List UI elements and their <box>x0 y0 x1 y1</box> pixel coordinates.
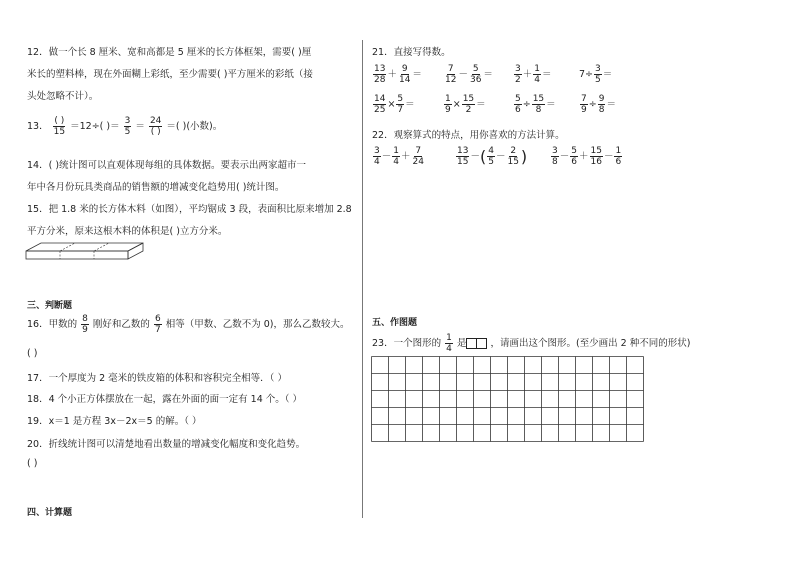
fraction: $\frac{3}{8}$ <box>552 146 558 167</box>
denominator: 7 <box>397 105 404 115</box>
block-top-face <box>26 243 143 251</box>
calc8-a <box>580 94 588 115</box>
q13-fraction-2 <box>124 116 132 137</box>
q23-post: ，请画出这个图形。(至少画出 2 种不同的形状) <box>490 338 691 349</box>
calc-item-3 <box>513 64 552 85</box>
denominator: 36 <box>469 75 482 85</box>
denominator: 25 <box>374 105 386 115</box>
q13-f1-denominator: 15 <box>53 127 66 137</box>
denominator: 14 <box>398 75 411 85</box>
equals: ＝ <box>541 69 552 80</box>
numerator: 9 <box>598 94 605 104</box>
q13-tail: ＝( )(小数)。 <box>166 121 223 132</box>
calc5-b <box>396 94 404 115</box>
wood-block-figure <box>25 239 145 261</box>
denominator: 6 <box>515 105 521 115</box>
q13-mid-1: ＝12÷( )＝ <box>70 121 120 132</box>
numerator: 7 <box>447 64 454 74</box>
q13-f3-denominator: ( ) <box>150 127 161 137</box>
fraction: $\frac{5}{6}$ <box>571 146 577 167</box>
q23-fraction <box>445 333 453 354</box>
calc-item-7 <box>513 94 556 115</box>
question-22-title: 22．观察算式的特点，用你喜欢的方法计算。 <box>372 130 565 141</box>
equals: ＝ <box>606 99 616 110</box>
q16-f2-denominator: 7 <box>154 325 161 335</box>
q16-fraction-2 <box>154 314 162 335</box>
question-16-answer[interactable]: ( ) <box>27 348 38 359</box>
numerator: 1 <box>534 64 540 74</box>
section-4-title: 四、计算题 <box>27 508 73 518</box>
fraction: $\frac{3}{4}$ <box>374 146 380 167</box>
q13-f3-numerator: 24 <box>149 116 162 126</box>
question-20: 20．折线统计图可以清楚地看出数量的增减变化幅度和变化趋势。 <box>27 439 306 450</box>
q16-fraction-1 <box>81 314 89 335</box>
denominator: 2 <box>465 105 472 115</box>
q22-expression-2: $\frac{13}{15}$ －( $\frac{4}{5}$ － $\frac{2}{15}$ ) <box>457 146 528 167</box>
operator: ＋ <box>387 69 397 80</box>
denominator: 5 <box>595 75 601 85</box>
calc5-a <box>373 94 386 115</box>
calc2-a <box>444 64 457 85</box>
question-14-line-2: 年中各月份玩具类商品的销售额的增减变化趋势用( )统计图。 <box>27 182 285 193</box>
q16-mid: 刚好和乙数的 <box>92 319 150 330</box>
question-12-line-2: 米长的塑料棒，现在外面糊上彩纸，至少需要( )平方厘米的彩纸（接 <box>27 69 313 80</box>
equals: ＝ <box>476 99 486 110</box>
small-square-2 <box>476 338 487 349</box>
denominator: 12 <box>445 75 457 85</box>
question-21-title: 21．直接写得数。 <box>372 47 451 58</box>
equals: ＝ <box>412 69 422 80</box>
question-23 <box>372 333 690 354</box>
denominator: 4 <box>534 75 540 85</box>
question-16 <box>27 314 349 335</box>
numerator: 15 <box>462 94 475 104</box>
q16-pre: 16．甲数的 <box>27 319 78 330</box>
q13-prefix: 13． <box>27 121 49 132</box>
calc-item-2 <box>443 64 493 85</box>
equals: ＝ <box>483 69 493 80</box>
question-12-line-1: 12．做一个长 8 厘米、宽和高都是 5 厘米的长方体框架，需要( )厘 <box>27 47 312 58</box>
question-20-answer[interactable]: ( ) <box>27 458 38 469</box>
q16-f1-numerator: 8 <box>82 314 88 324</box>
fraction: $\frac{1}{4}$ <box>393 146 399 167</box>
fraction: $\frac{1}{6}$ <box>615 146 622 167</box>
numerator: 3 <box>595 64 601 74</box>
operator: ÷ <box>588 99 597 110</box>
q13-fraction-1 <box>53 116 66 137</box>
calc-item-8 <box>579 94 616 115</box>
equals: ＝ <box>405 99 415 110</box>
section-3-title: 三、判断题 <box>27 301 73 311</box>
calc1-b <box>398 64 411 85</box>
operator: － <box>458 69 468 80</box>
question-13 <box>27 116 222 137</box>
q16-f1-denominator: 9 <box>82 325 88 335</box>
calc7-b <box>532 94 545 115</box>
numerator: 7 <box>581 94 587 104</box>
calc-item-5 <box>372 94 415 115</box>
denominator: 4 <box>446 344 452 354</box>
calc6-b <box>462 94 475 115</box>
question-14-line-1: 14．( )统计图可以直观体现每组的具体数据。要表示出两家超市一 <box>27 160 307 171</box>
question-12-line-3: 头处忽略不计）。 <box>27 91 99 102</box>
block-side-face <box>128 243 143 259</box>
q16-post: 相等（甲数、乙数不为 0)，那么乙数较大。 <box>165 319 350 330</box>
q13-fraction-3 <box>149 116 162 137</box>
q16-f2-numerator: 6 <box>154 314 161 324</box>
drawing-grid[interactable] <box>371 356 648 442</box>
q23-mid: 是 <box>456 338 467 349</box>
numerator: 5 <box>397 94 404 104</box>
question-19: 19．x＝1 是方程 3x－2x＝5 的解。（ ） <box>27 416 202 427</box>
numerator: 3 <box>515 64 521 74</box>
denominator: 9 <box>445 105 451 115</box>
q13-mid-2: ＝ <box>135 121 145 132</box>
section-5-title: 五、作图题 <box>372 318 418 328</box>
numerator: 1 <box>445 94 451 104</box>
calc7-a <box>514 94 522 115</box>
calc-item-4 <box>579 64 612 85</box>
cut-line-2 <box>94 243 109 251</box>
q13-f2-numerator: 3 <box>124 116 131 126</box>
denominator: 8 <box>598 105 605 115</box>
calc2-b <box>469 64 482 85</box>
denominator: 28 <box>374 75 386 85</box>
equals: ＝ <box>602 69 613 80</box>
numerator: 15 <box>532 94 545 104</box>
fraction: $\frac{4}{5}$ <box>488 146 494 167</box>
question-17: 17．一个厚度为 2 毫米的铁皮箱的体积和容积完全相等．（ ） <box>27 373 287 384</box>
operator: × <box>387 99 396 110</box>
calc6-a <box>444 94 452 115</box>
numerator: 5 <box>472 64 479 74</box>
calc3-a <box>514 64 522 85</box>
equals: ＝ <box>546 99 556 110</box>
operator: ÷ <box>585 69 594 80</box>
q13-f1-numerator: ( ) <box>54 116 65 126</box>
numerator: 5 <box>515 94 521 104</box>
numerator: 14 <box>374 94 386 104</box>
integer: 7 <box>579 69 586 80</box>
calc-item-1 <box>372 64 422 85</box>
calc-item-6 <box>443 94 486 115</box>
fraction: $\frac{13}{15}$ <box>457 146 469 167</box>
numerator: 9 <box>401 64 408 74</box>
calc8-b <box>598 94 606 115</box>
cut-line-1 <box>60 243 75 251</box>
operator: × <box>452 99 461 110</box>
calc4-b <box>594 64 602 85</box>
block-front-face <box>26 251 128 259</box>
operator: ÷ <box>522 99 531 110</box>
q22-expression-3: $\frac{3}{8}$ － $\frac{5}{6}$ ＋ $\frac{15}{16}$ － $\frac{1}{6}$ <box>552 146 622 167</box>
calc1-a <box>373 64 386 85</box>
denominator: 8 <box>535 105 542 115</box>
numerator: 1 <box>446 333 452 343</box>
denominator: 2 <box>515 75 521 85</box>
q23-pre: 23．一个图形的 <box>372 338 442 349</box>
question-15-line-2: 平方分米，原来这根木料的体积是( )立方分米。 <box>27 226 228 237</box>
q13-f2-denominator: 5 <box>124 127 131 137</box>
question-18: 18．4 个小正方体摆放在一起，露在外面的面一定有 14 个。（ ） <box>27 394 303 405</box>
column-divider <box>362 40 363 518</box>
operator: ＋ <box>522 69 533 80</box>
numerator: 13 <box>374 64 386 74</box>
denominator: 9 <box>581 105 587 115</box>
q22-expression-1: $\frac{3}{4}$ － $\frac{1}{4}$ ＋ $\frac{7}{24}$ <box>374 146 424 167</box>
fraction: $\frac{2}{15}$ <box>507 146 519 167</box>
calc3-b <box>533 64 541 85</box>
question-15-line-1: 15．把 1.8 米的长方体木料（如图），平均锯成 3 段，表面积比原来增加 2.8 <box>27 204 352 215</box>
fraction: $\frac{15}{16}$ <box>590 146 602 167</box>
fraction: $\frac{7}{24}$ <box>412 146 424 167</box>
